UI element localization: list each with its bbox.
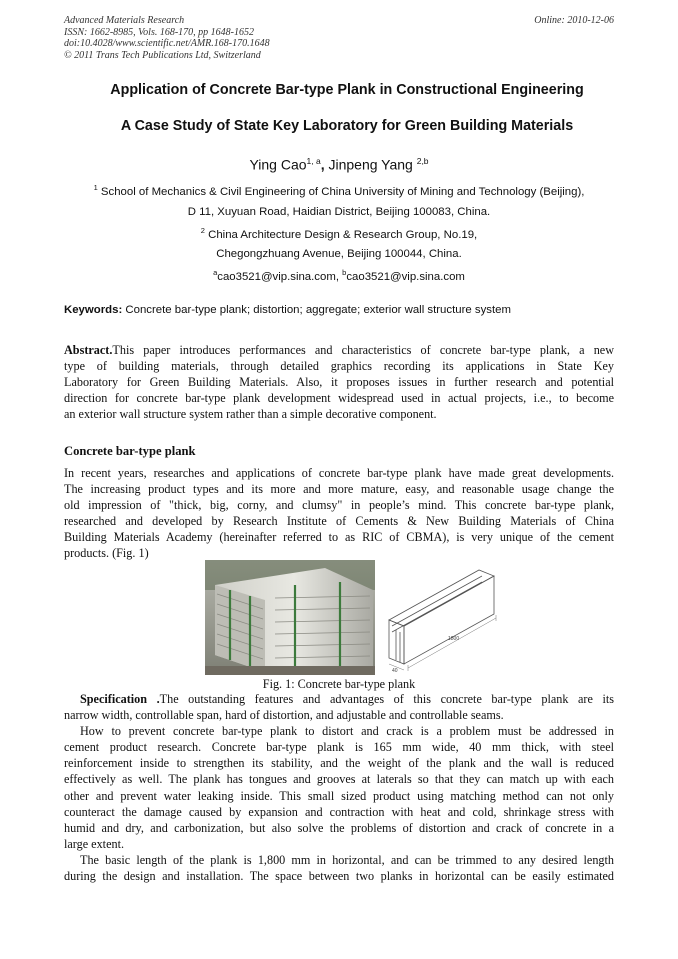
abstract-line-2: type of building materials, through detailed graphics recording its applications in State Key (64, 359, 614, 374)
paper-subtitle: A Case Study of State Key Laboratory for Green Building Materials (120, 118, 574, 134)
online-date: Online: 2010-12-06 (534, 15, 614, 26)
affiliation-2-mark: 2 (200, 226, 205, 235)
figure-caption: Fig. 1: Concrete bar-type plank (262, 677, 416, 691)
spec-line: during the design and installation. The space between two planks in horizontal can be easily estimated (64, 869, 614, 884)
para-line: Building Materials Academy (hereinafter referred to as RIC of CBMA), is very unique of the cement (64, 530, 614, 545)
keywords-text: Concrete bar-type plank; distortion; aggregate; exterior wall structure system (122, 304, 511, 316)
affiliation-2-line1: China Architecture Design & Research Group, No.19, (204, 228, 478, 241)
email-b-mark: b (342, 268, 347, 277)
length-dimension: 1800 (448, 636, 460, 642)
spec-line: effectively as well. The plank has tongues and grooves at laterals so that they can match up with each (64, 772, 614, 787)
section-heading: Concrete bar-type plank (64, 444, 196, 458)
spec-line: reinforcement inside to strengthen its stability, and the weight of the plank and the wall is reduced (64, 756, 614, 771)
abstract-label: Abstract. (64, 343, 113, 357)
author-separator: , (320, 156, 329, 173)
email-line (0, 268, 678, 283)
copyright-line: © 2011 Trans Tech Publications Ltd, Switzerland (64, 49, 261, 61)
email-a[interactable]: cao3521@vip.sina.com, (217, 270, 343, 283)
spec-line: narrow width, controllable span, hard of distortion, and adjustable and controllable seams. (64, 708, 504, 723)
affiliation-2-address: Chegongzhuang Avenue, Beijing 100044, China. (216, 248, 462, 260)
affiliation-1-line1: School of Mechanics & Civil Engineering of China University of Mining and Technology (Beijing), (97, 185, 585, 198)
spec-line-1 (64, 691, 614, 707)
affiliation-2 (0, 226, 678, 241)
spec-line: The basic length of the plank is 1,800 mm in horizontal, and can be trimmed to any desired length (80, 852, 614, 867)
plank-drawing (384, 560, 519, 675)
spec-line: counteract the damage caused by expansion and contraction with heat and cold, shrinkage stress with (64, 804, 614, 819)
journal-header (64, 15, 270, 61)
email-b[interactable]: cao3521@vip.sina.com (346, 270, 465, 283)
spec-line: large extent. (64, 836, 125, 851)
width-dimension: 40 (392, 668, 398, 674)
para-line: researched and developed by Research Institute of Cements & New Building Materials of China (64, 514, 614, 529)
spec-line: How to prevent concrete bar-type plank to distort and crack is a problem must be addressed in (80, 724, 614, 739)
keywords (64, 304, 624, 316)
spec-line: humid and dry, and carbonization, but also solve the problems of distortion and crack of concrete in a (64, 820, 614, 835)
para-line: The increasing product types and its more and more mature, easy, and reasonable usage change the (64, 482, 614, 497)
author-1: Ying Cao (249, 156, 307, 173)
spec-text-1: The outstanding features and advantages of this concrete bar-type plank are its (159, 692, 614, 706)
figure-photo (205, 560, 375, 675)
affiliation-1 (0, 183, 678, 198)
abstract-line-4: direction for concrete bar-type plank development widespread used in actual projects, i.e., to become (64, 391, 614, 406)
keywords-label: Keywords: (64, 304, 123, 316)
figure-drawing (384, 560, 519, 675)
author-2: Jinpeng Yang (328, 156, 417, 173)
email-a-mark: a (213, 268, 218, 277)
para-line: products. (Fig. 1) (64, 546, 149, 561)
issn-line: ISSN: 1662-8985, Vols. 168-170, pp 1648-1652 (64, 26, 254, 38)
abstract (64, 342, 614, 422)
specification-paragraph (64, 691, 614, 884)
doi-line: doi:10.4028/www.scientific.net/AMR.168-170.1648 (64, 38, 270, 49)
abstract-line-3: Laboratory for Green Building Materials. Also, it proposes issues in further research and potential (64, 375, 614, 390)
section1-paragraph (64, 465, 614, 562)
author-2-affil: 2,b (416, 156, 429, 166)
abstract-text-1: This paper introduces performances and characteristics of concrete bar-type plank, a new (112, 343, 614, 357)
affiliation-1-address: D 11, Xuyuan Road, Haidian District, Beijing 100083, China. (187, 206, 491, 218)
para-line: In recent years, researches and applications of concrete bar-type plank have made great developments. (64, 466, 614, 480)
abstract-line-5: an exterior wall structure system rather than a simple decorative component. (64, 407, 437, 422)
abstract-line-1 (64, 342, 614, 358)
paper-title: Application of Concrete Bar-type Plank in Constructional Engineering (110, 82, 584, 98)
spec-line: other and prevent water leaking inside. This small sized product using matching method can not only (64, 788, 614, 803)
plank-stack-photo (205, 560, 375, 675)
author-line (0, 156, 678, 173)
spec-line: cement product research. Concrete bar-type plank is 165 mm wide, 40 mm thick, with steel (64, 740, 614, 755)
journal-name: Advanced Materials Research (64, 15, 185, 26)
para-line: old impression of "thick, big, corny, and clumsy" in people’s mind. This concrete bar-type plank, (64, 498, 614, 513)
spec-label: Specification . (80, 692, 160, 706)
author-1-affil: 1, a (306, 156, 321, 166)
affiliation-1-mark: 1 (93, 183, 98, 192)
